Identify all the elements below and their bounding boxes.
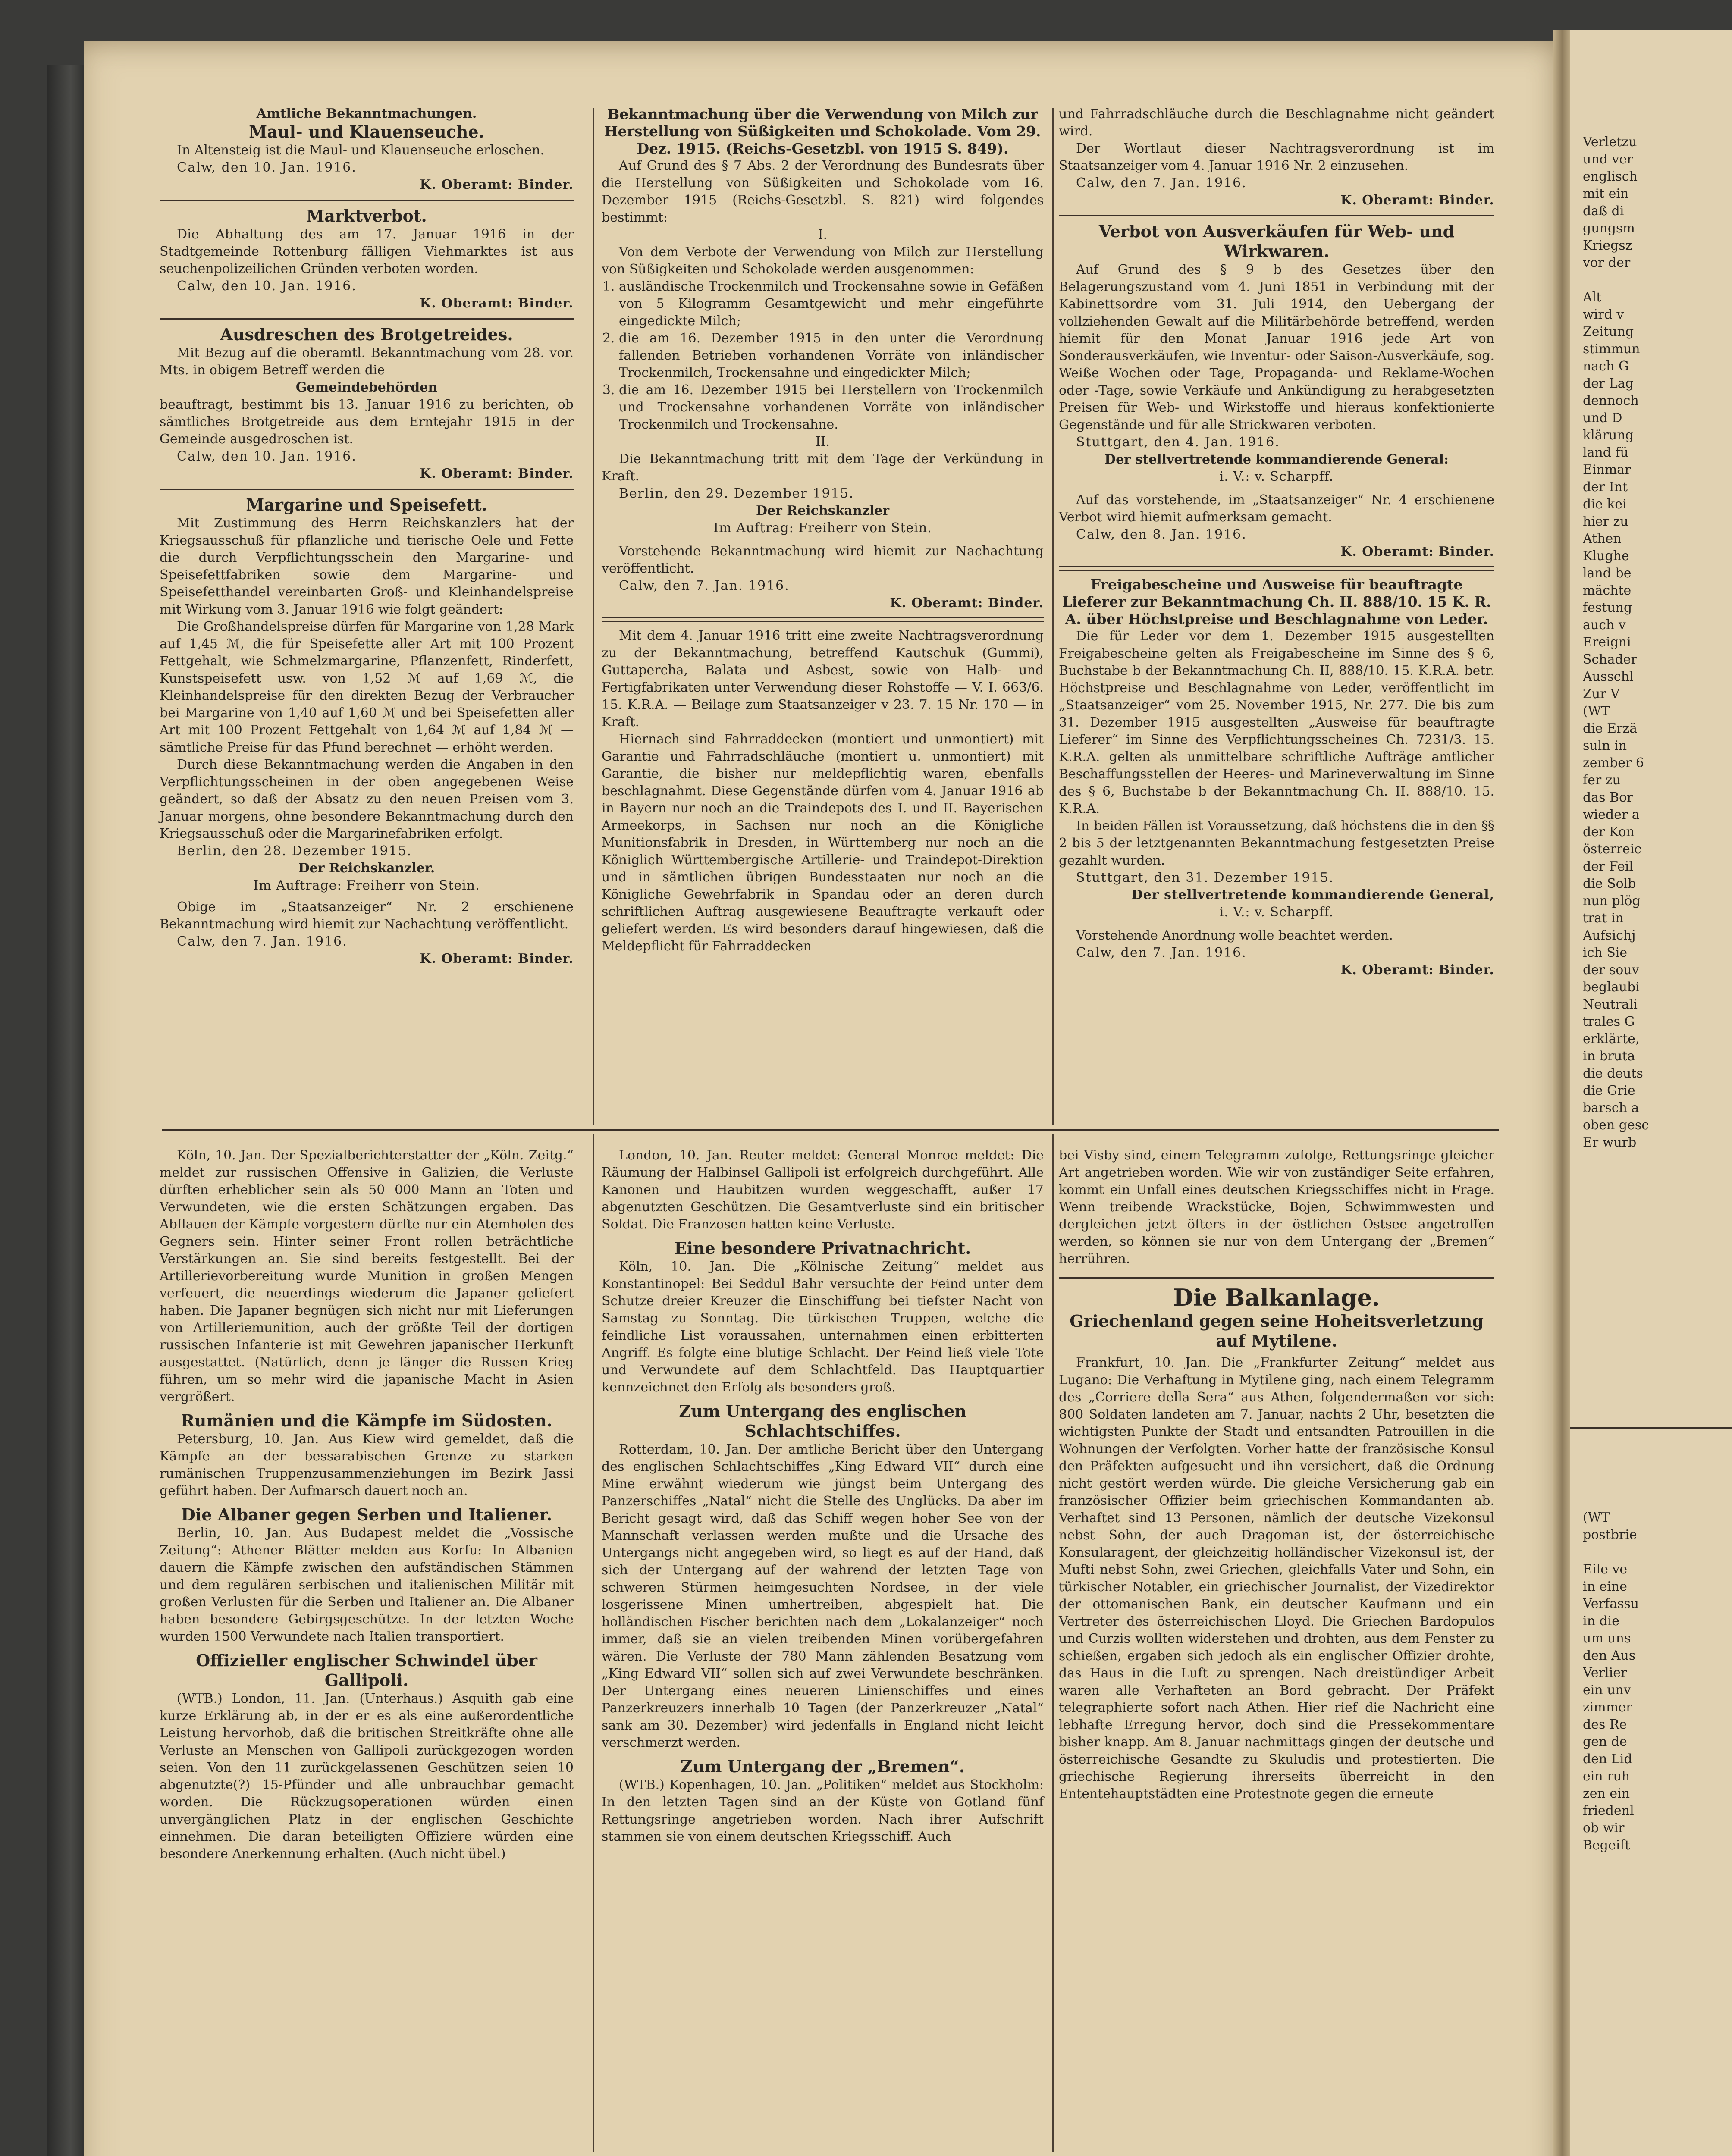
edge-line: Zeitung: [1583, 324, 1634, 339]
headline-freigabescheine: Freigabescheine und Ausweise für beauftragte Lieferer zur Bekanntmachung Ch. II. 888/10. 15 K. R. A. über Höchstpreise und Beschlagnahme von Leder.: [1062, 576, 1491, 627]
signature-line: Im Auftrag: Freiherr von Stein.: [713, 520, 932, 536]
headline-bremen: Zum Untergang der „Bremen“.: [680, 1757, 965, 1776]
edge-line: Eile ve: [1583, 1562, 1628, 1577]
edge-line: hier zu: [1583, 514, 1628, 529]
separator: [1059, 566, 1494, 571]
edge-line: wieder a: [1583, 807, 1640, 822]
edge-line: Zur V: [1583, 686, 1620, 702]
edge-line: des Re: [1583, 1717, 1627, 1732]
paragraph: Berlin, 10. Jan. Aus Budapest meldet die „Vossische Zeitung“: Athener Blätter melden aus Korfu: In Albanien dauern die Kämpfe zwischen den aufständischen Stämmen und dem regulären serbischen und italienischen Militär mit großen Verlusten für die Serben und Italiener an. Die Albaner haben besondere Gebirgsgeschütze. In der letzten Woche wurden 1500 Verwundete nach Italien transportiert.: [160, 1526, 574, 1644]
edge-line: Ereigni: [1583, 635, 1631, 650]
edge-line: land fü: [1583, 445, 1628, 460]
section-number: II.: [815, 434, 830, 449]
edge-line: in bruta: [1583, 1049, 1635, 1064]
paragraph: Obige im „Staatsanzeiger“ Nr. 2 erschienene Bekanntmachung wird hiemit zur Nachachtung veröffentlicht.: [160, 899, 574, 932]
edge-line: den Aus: [1583, 1648, 1636, 1663]
paragraph: Rotterdam, 10. Jan. Der amtliche Bericht über den Untergang des englischen Schlachtschiffes „King Edward VII“ durch eine Mine erwähnt wiederum wie jüngst beim Untergang des Panzerschiffes „Natal“ nicht die Stelle des Unglücks. Da aber im Bericht gesagt wird, daß das Schiff wegen hoher See von der Mannschaft verlassen werden mußte und die Ursache des Untergangs nicht angegeben wird, so liegt es auf der Hand, daß sich der Untergang auf der wahrend der letzten Tage von schweren Stürmen heimgesuchten Nordsee, in der viele losgerissene Minen umhertreiben, abgespielt hat. Die holländischen Fischer berichten nach dem „Lokalanzeiger“ noch immer, daß sie an vielen treibenden Minen vorübergefahren wären. Die Verluste der 780 Mann zählenden Besatzung vom „King Edward VII“ sollen sich auf zwei Verwundete beschränken. Der Untergang eines neueren Linienschiffes und eines Panzerkreuzers innerhalb 10 Tagen (der Panzerkreuzer „Natal“ sank am 30. Dezember) wird jedenfalls in England nicht leicht verschmerzt werden.: [602, 1442, 1044, 1750]
signature: K. Oberamt: Binder.: [890, 595, 1044, 611]
edge-line: festung: [1583, 600, 1632, 615]
edge-line: zen ein: [1583, 1786, 1630, 1801]
separator: [602, 617, 1044, 622]
paragraph: Auf Grund des § 7 Abs. 2 der Verordnung des Bundesrats über die Herstellung von Süßigkeiten und Schokolade vom 16. Dezember 1915 (Reichs-Gesetzbl. S. 821) wird folgendes bestimmt:: [602, 158, 1044, 225]
headline-griechenland: Griechenland gegen seine Hoheitsverletzung auf Mytilene.: [1070, 1311, 1484, 1351]
paragraph: Die für Leder vor dem 1. Dezember 1915 ausgestellten Freigabescheine gelten als Freigabescheine im Sinne des § 6, Buchstabe b der Bekanntmachung Ch. II, 888/10. 15. K.R.A. betr. Höchstpreise und Beschlagnahme von Leder, veröffentlicht im „Staatsanzeiger“ vom 25. November 1915, Nr. 277. Die bis zum 31. Dezember 1915 ausgestellten „Ausweise für beauftragte Lieferer“ im Sinne des Verpflichtungsscheines Ch. 7231/3. 15. K.R.A. gelten als unmittelbare schriftliche Aufträge amtlicher Beschaffungsstellen der Heeres- und Marineverwaltung im Sinne des § 6, Buchstabe b der Bekanntmachung Ch. II. 888/10. 15. K.R.A.: [1059, 629, 1494, 816]
edge-line: Ausschl: [1583, 669, 1634, 684]
headline-albaner: Die Albaner gegen Serben und Italiener.: [181, 1505, 552, 1524]
edge-line: Einmar: [1583, 462, 1631, 477]
edge-line: und D: [1583, 411, 1622, 426]
headline-brotgetreide: Ausdreschen des Brotgetreides.: [220, 325, 513, 344]
news-column-1: [160, 1147, 574, 2147]
edge-line: oben gesc: [1583, 1118, 1649, 1133]
paragraph: Die Großhandelspreise dürfen für Margarine von 1,28 Mark auf 1,45 ℳ, die für Speisefette aller Art mit 100 Prozent Fettgehalt, wie Schmelzmargarine, Pflanzenfett, Rinderfett, Kunstspeisefett usw. von 1,52 ℳ auf 1,69 ℳ, die Kleinhandelspreise für den direkten Bezug der Verbraucher bei Margarine von 1,40 auf 1,60 ℳ und bei Speisefetten aller Art mit 100 Prozent Fettgehalt von 1,64 ℳ auf 1,84 ℳ — sämtliche Preise für das Pfund berechnet — erhöht werden.: [160, 619, 574, 755]
edge-line: zember 6: [1583, 755, 1644, 771]
section-number: I.: [818, 227, 828, 242]
signature: K. Oberamt: Binder.: [420, 951, 574, 966]
paragraph: Petersburg, 10. Jan. Aus Kiew wird gemeldet, daß die Kämpfe an der bessarabischen Grenze zu starken rumänischen Truppenzusammenziehungen im Bezirk Jassi geführt haben. Der Aufmarsch dauert noch an.: [160, 1432, 574, 1498]
edge-column-top: [1583, 134, 1729, 1151]
paragraph: Mit Zustimmung des Herrn Reichskanzlers hat der Kriegsausschuß für pflanzliche und tierische Oele und Fette die durch Verpflichtungsschein den Margarine- und Speisefettfabriken sowie dem Margarine- und Speisefetthandel vereinbarten Groß- und Kleinhandelspreise mit Wirkung vom 3. Januar 1916 wie folgt geändert:: [160, 516, 574, 617]
edge-line: die Grie: [1583, 1083, 1635, 1098]
paragraph: In beiden Fällen ist Voraussetzung, daß höchstens die in den §§ 2 bis 5 der letztgenannten Bekanntmachung festgesetzten Preise gezahlt wurden.: [1059, 818, 1494, 868]
dateline: Berlin, den 29. Dezember 1915.: [619, 486, 854, 501]
dateline: Calw, den 10. Jan. 1916.: [177, 279, 357, 294]
paragraph: (WTB.) London, 11. Jan. (Unterhaus.) Asquith gab eine kurze Erklärung ab, in der er es als eine außerordentliche Leistung hervorhob, daß die britischen Streitkräfte ohne alle Verluste an Menschen von Gallipoli zurückgezogen worden seien. Von den 11 zurückgelassenen Geschützen seien 10 abgenutzte(?) 15-Pfünder und alle unbrauchbar gemacht worden. Die Rückzugsoperationen würden einen unvergänglichen Platz in der englischen Geschichte einnehmen. Die daran beteiligten Offiziere würden eine besondere Anerkennung erhalten. (Auch nicht übel.): [160, 1691, 574, 1861]
edge-line: mächte: [1583, 583, 1632, 598]
signature-line: Im Auftrage: Freiherr von Stein.: [253, 878, 480, 893]
edge-line: der Feil: [1583, 859, 1633, 874]
book-binding: [47, 65, 86, 2156]
edge-line: klärung: [1583, 428, 1634, 443]
edge-line: österreic: [1583, 842, 1642, 857]
paragraph: Durch diese Bekanntmachung werden die Angaben in den Verpflichtungsscheinen in der oben angegebenen Weise geändert, so daß der Absatz zu den neuen Preisen vom 3. Januar morgens, ohne besondere Bekanntmachung durch den Kriegsausschuß oder die Margarinefabriken erfolgt.: [160, 757, 574, 841]
edge-line: Aufsichj: [1583, 928, 1636, 943]
edge-line: Alt: [1583, 290, 1602, 305]
signature-line: i. V.: v. Scharpff.: [1219, 469, 1334, 484]
edge-line: stimmun: [1583, 342, 1640, 357]
edge-line: in die: [1583, 1614, 1620, 1629]
paragraph: Auf das vorstehende, im „Staatsanzeiger“ Nr. 4 erschienene Verbot wird hiemit aufmerksam gemacht.: [1059, 492, 1494, 525]
column-rule: [1052, 1134, 1054, 2152]
edge-line: ob wir: [1583, 1821, 1625, 1836]
dateline: Calw, den 7. Jan. 1916.: [177, 934, 348, 949]
dateline: Stuttgart, den 4. Jan. 1916.: [1076, 435, 1280, 450]
dateline: Calw, den 10. Jan. 1916.: [177, 449, 357, 464]
edge-line: Kriegsz: [1583, 238, 1632, 253]
edge-line: Verletzu: [1583, 135, 1637, 150]
edge-line: beglaubi: [1583, 980, 1640, 995]
signature: K. Oberamt: Binder.: [420, 177, 574, 192]
headline-maul: Maul- und Klauenseuche.: [249, 122, 484, 141]
signature: Der stellvertretende kommandierende General,: [1131, 887, 1494, 903]
page-gutter: [1553, 30, 1570, 2156]
edge-line: der souv: [1583, 962, 1639, 978]
column-2: [602, 106, 1044, 1123]
edge-line: auch v: [1583, 617, 1626, 633]
news-column-3: [1059, 1147, 1494, 2147]
news-column-2: [602, 1147, 1044, 2147]
edge-line: Schader: [1583, 652, 1637, 667]
edge-line: postbrie: [1583, 1527, 1637, 1542]
paragraph: und Fahrradschläuche durch die Beschlagnahme nicht geändert wird.: [1059, 107, 1494, 139]
edge-line: und ver: [1583, 152, 1633, 167]
headline-privatnachricht: Eine besondere Privatnachricht.: [674, 1238, 971, 1258]
edge-line: barsch a: [1583, 1100, 1639, 1116]
column-3: [1059, 106, 1494, 1123]
paragraph: Vorstehende Bekanntmachung wird hiemit zur Nachachtung veröffentlicht.: [602, 544, 1044, 576]
edge-line: den Lid: [1583, 1752, 1632, 1767]
signature: K. Oberamt: Binder.: [420, 296, 574, 311]
edge-line: land be: [1583, 566, 1632, 581]
paragraph: In Altensteig ist die Maul- und Klauenseuche erloschen.: [177, 143, 544, 158]
edge-line: Verlier: [1583, 1665, 1627, 1680]
edge-line: Begeift: [1583, 1838, 1630, 1853]
dateline: Calw, den 7. Jan. 1916.: [1076, 175, 1247, 191]
signature: K. Oberamt: Binder.: [1340, 193, 1494, 208]
edge-line: die Erzä: [1583, 721, 1638, 736]
edge-line: Verfassu: [1583, 1596, 1639, 1611]
edge-line: vor der: [1583, 255, 1631, 270]
edge-line: der Kon: [1583, 824, 1635, 840]
adjacent-page: [1570, 30, 1732, 2156]
edge-line: (WT: [1583, 1510, 1610, 1525]
paragraph: Vorstehende Anordnung wolle beachtet werden.: [1076, 928, 1393, 943]
headline-schlachtschiff: Zum Untergang des englischen Schlachtschiffes.: [679, 1401, 966, 1441]
paragraph: bei Visby sind, einem Telegramm zufolge, Rettungsringe gleicher Art angetrieben worden. Wie wir von zuständiger Seite erfahren, kommt ein Unfall eines deutschen Kriegsschiffes nicht in Frage. Wenn treibende Wrackstücke, Bojen, Schwimmwesten und dergleichen jetzt öfters in der östlichen Ostsee angetroffen werden, so können sie nur von dem Untergang der „Bremen“ herrühren.: [1059, 1148, 1494, 1266]
edge-line: gen de: [1583, 1734, 1627, 1749]
edge-line: mit ein: [1583, 186, 1629, 201]
paragraph: London, 10. Jan. Reuter meldet: General Monroe meldet: Die Räumung der Halbinsel Gallipoli ist erfolgreich durchgeführt. Alle Kanonen und Haubitzen wurden weggeschafft, außer 17 abgenutzten Geschützen. Die Gesamtverluste sind ein britischer Soldat. Die Franzosen hatten keine Verluste.: [602, 1148, 1044, 1232]
list-item: 2. die am 16. Dezember 1915 in den unter die Verordnung fallenden Betrieben vorhandenen Vorräte von inländischer Trockenmilch, Trockensahne und eingedickter Milch;: [619, 330, 1044, 382]
paragraph: Auf Grund des § 9 b des Gesetzes über den Belagerungszustand vom 4. Juni 1851 in Verbindung mit der Kabinettsordre vom 31. Juli 1914, den Uebergang der vollziehenden Gewalt auf die Militärbehörde betreffend, werden hiemit für den Monat Januar 1916 jede Art von Sonderausverkäufen, wie Inventur- oder Saison-Ausverkäufe, sog. Weiße Wochen oder Tage, Propaganda- und Reklame-Wochen oder -Tage, sowie Verkäufe und Ankündigung zu herabgesetzten Preisen für Web- und Wirkstoffe und hieraus konfektionierte Gegenstände und für alle Strickwaren verboten.: [1059, 262, 1494, 432]
edge-line: [1583, 272, 1729, 289]
edge-column-bottom: [1583, 1509, 1729, 1854]
signature: Der Reichskanzler: [756, 503, 890, 518]
edge-line: englisch: [1583, 169, 1638, 184]
center-line: Gemeindebehörden: [295, 380, 438, 395]
dateline: Stuttgart, den 31. Dezember 1915.: [1076, 870, 1334, 885]
edge-line: erklärte,: [1583, 1031, 1640, 1047]
list-item: 3. die am 16. Dezember 1915 bei Herstellern von Trockenmilch und Trockensahne vorhandenen Vorräte von inländischer Trockenmilch und Trockensahne.: [619, 382, 1044, 433]
dateline: Calw, den 7. Jan. 1916.: [1076, 945, 1247, 960]
edge-line: Athen: [1583, 531, 1622, 546]
exemption-list: [602, 278, 1044, 433]
paragraph: beauftragt, bestimmt bis 13. Januar 1916 zu berichten, ob sämtliches Brotgetreide aus dem Erntejahr 1915 in der Gemeinde ausgedroschen ist.: [160, 397, 574, 447]
edge-line: die deuts: [1583, 1066, 1643, 1081]
column-rule: [593, 108, 594, 1125]
separator: [1059, 1277, 1494, 1279]
signature: Der Reichskanzler.: [298, 861, 435, 876]
headline-milch: Bekanntmachung über die Verwendung von Milch zur Herstellung von Süßigkeiten und Schokolade. Vom 29. Dez. 1915. (Reichs-Gesetzbl. von 1915 S. 849).: [604, 106, 1041, 157]
signature: Der stellvertretende kommandierende General:: [1104, 452, 1449, 467]
paragraph: (WTB.) Kopenhagen, 10. Jan. „Politiken“ meldet aus Stockholm: In den letzten Tagen sind an der Küste von Gotland fünf Rettungsringe angetrieben worden. Nach ihrer Aufschrift stammen sie von einem deutschen Kriegsschiff. Auch: [602, 1777, 1044, 1844]
column-1: [160, 106, 574, 1123]
paragraph: Von dem Verbote der Verwendung von Milch zur Herstellung von Süßigkeiten und Schokolade werden ausgenommen:: [602, 244, 1044, 277]
headline-margarine: Margarine und Speisefett.: [246, 495, 487, 514]
edge-line: dennoch: [1583, 393, 1639, 408]
headline-gallipoli: Offizieller englischer Schwindel über Gallipoli.: [196, 1651, 537, 1690]
paragraph: Köln, 10. Jan. Die „Kölnische Zeitung“ meldet aus Konstantinopel: Bei Seddul Bahr versuchte der Feind unter dem Schutze dreier Kreuzer die Einschiffung bei tiefster Nacht von Samstag zu Sonntag. Die türkischen Truppen, welche die feindliche List voraussahen, unternahmen einen erbitterten Angriff. Es folgte eine blutige Schlacht. Der Feind ließ viele Tote und Verwundete auf dem Schlachtfeld. Das Hauptquartier kennzeichnet den Erfolg als besonders groß.: [602, 1259, 1044, 1395]
headline-marktverbot: Marktverbot.: [306, 206, 427, 226]
edge-line: daß di: [1583, 204, 1624, 219]
edge-line: trales G: [1583, 1014, 1635, 1029]
edge-line: Klughe: [1583, 548, 1629, 564]
edge-line: friedenl: [1583, 1803, 1634, 1818]
edge-line: der Lag: [1583, 376, 1634, 391]
dateline: Berlin, den 28. Dezember 1915.: [177, 843, 412, 859]
edge-line: das Bor: [1583, 790, 1633, 805]
headline-webwaren: Verbot von Ausverkäufen für Web- und Wirkwaren.: [1098, 222, 1455, 261]
edge-line: die kei: [1583, 497, 1627, 512]
headline-balkanlage: Die Balkanlage.: [1173, 1284, 1380, 1311]
dateline: Calw, den 7. Jan. 1916.: [619, 578, 790, 593]
edge-line: suln in: [1583, 738, 1627, 753]
separator: [1570, 1427, 1732, 1429]
paragraph: Frankfurt, 10. Jan. Die „Frankfurter Zeitung“ meldet aus Lugano: Die Verhaftung in Mytilene ging, nach einem Telegramm des „Corriere della Sera“ aus Athen, folgendermaßen vor sich: 800 Soldaten landeten am 7. Januar, nachts 2 Uhr, besetzten die wichtigsten Punkte der Stadt und entsandten Patrouillen in die Wohnungen der Verfolgten. Vorher hatte der französische Konsul den Präfekten aufgesucht und ihn versichert, daß die Ordnung nicht gestört werden würde. Die gleiche Versicherung gab ein französischer Offizier beim griechischen Kommandanten ab. Verhaftet sind 13 Personen, nämlich der deutsche Vizekonsul nebst Sohn, der auch Dragoman ist, der österreichische Konsularagent, der gleichzeitig holländischer Vizekonsul ist, der Mufti nebst Sohn, zwei Griechen, gleichfalls Vater und Sohn, ein türkischer Notabler, ein griechischer Journalist, der Vizedirektor der ottomanischen Bank, ein deutscher Kaufmann und ein Vertreter des österreichischen Lloyd. Die Griechen Bardopulos und Curzis wollten widerstehen und drohten, aus dem Fenster zu schießen, ergaben sich jedoch als ein englischer Offizier drohte, das Haus in die Luft zu sprengen. Nach dreistündiger Arbeit waren alle Verhafteten an Bord gebracht. Der Präfekt telegraphierte sofort nach Athen. Hier rief die Nachricht eine lebhafte Erregung hervor, doch sind die Pressekommentare bisher knapp. Am 8. Januar nachmittags gingen der deutsche und österreichische Gesandte zu Skuludis und protestierten. Die griechische Regierung ihrerseits überreicht in den Ententehauptstädten eine Protestnote gegen die erneute: [1059, 1355, 1494, 1802]
edge-line: um uns: [1583, 1631, 1631, 1646]
edge-line: fer zu: [1583, 773, 1621, 788]
signature-line: i. V.: v. Scharpff.: [1219, 905, 1334, 920]
paragraph: Mit Bezug auf die oberamtl. Bekanntmachung vom 28. vor. Mts. in obigem Betreff werden die: [160, 345, 574, 378]
dateline: Calw, den 8. Jan. 1916.: [1076, 527, 1247, 542]
paragraph: Der Wortlaut dieser Nachtragsverordnung ist im Staatsanzeiger vom 4. Januar 1916 Nr. 2 einzusehen.: [1059, 141, 1494, 173]
edge-line: der Int: [1583, 479, 1628, 495]
paragraph: Mit dem 4. Januar 1916 tritt eine zweite Nachtragsverordnung zu der Bekanntmachung, betreffend Kautschuk (Gummi), Guttapercha, Balata und Asbest, sowie von Halb- und Fertigfabrikaten unter Verwendung dieser Rohstoffe — V. I. 663/6. 15. K.R.A. — Beilage zum Staatsanzeiger v 23. 7. 15 Nr. 170 — in Kraft.: [602, 628, 1044, 730]
list-item: 1. ausländische Trockenmilch und Trockensahne sowie in Gefäßen von 5 Kilogramm Gesamtgewicht und mehr eingeführte eingedickte Milch;: [619, 278, 1044, 330]
edge-line: wird v: [1583, 307, 1624, 322]
edge-line: in eine: [1583, 1579, 1627, 1594]
edge-line: [1583, 1544, 1729, 1561]
edge-line: trat in: [1583, 911, 1624, 926]
edge-line: (WT: [1583, 704, 1610, 719]
edge-line: ein ruh: [1583, 1769, 1630, 1784]
edge-line: ein unv: [1583, 1683, 1631, 1698]
section-rule: [162, 1129, 1499, 1131]
edge-line: gungsm: [1583, 221, 1635, 236]
edge-line: die Solb: [1583, 876, 1636, 891]
kicker-amtliche: Amtliche Bekanntmachungen.: [256, 106, 477, 121]
paragraph: Hiernach sind Fahrraddecken (montiert und unmontiert) mit Garantie und Fahrradschläuche (montiert u. unmontiert) mit Garantie, die bisher nur meldepflichtig waren, ebenfalls beschlagnahmt. Diese Gegenstände dürfen vom 4. Januar 1916 ab in Bayern nur noch an die Traindepots des I. und II. Bayerischen Armeekorps, in Sachsen nur noch an die Königliche Munitionsfabrik in Dresden, in Württemberg nur noch an die Königlich Württembergische Artillerie- und Traindepot-Direktion und in sämtlichen übrigen Bundesstaaten nur noch an die Königliche Gewehrfabrik in Spandau oder an deren durch schriftlichen Auftrag ausgewiesene Beauftragte verkauft oder geliefert werden. Es wird besonders darauf hingewiesen, daß die Meldepflicht für Fahrraddecken: [602, 732, 1044, 954]
separator: [160, 318, 574, 320]
edge-line: ich Sie: [1583, 945, 1628, 960]
column-rule: [593, 1134, 594, 2152]
paragraph: Die Abhaltung des am 17. Januar 1916 in der Stadtgemeinde Rottenburg fälligen Viehmarktes ist aus seuchenpolizeilichen Gründen verboten worden.: [160, 227, 574, 276]
signature: K. Oberamt: Binder.: [420, 466, 574, 481]
edge-line: nun plög: [1583, 893, 1641, 909]
signature: K. Oberamt: Binder.: [1340, 962, 1494, 978]
paragraph: Köln, 10. Jan. Der Spezialberichterstatter der „Köln. Zeitg.“ meldet zur russischen Offensive in Galizien, die Verluste dürften erheblicher sein als 50 000 Mann an Toten und Verwundeten, wie die ersten Schätzungen ergaben. Das Abflauen der Kämpfe vorgestern dürfte nur ein Atemholen des Gegners sein. Hinter seiner Front rollen beträchtliche Verstärkungen an. Sie sind bereits festgestellt. Bei der Artillerievorbereitung wurde Munition in großen Mengen verfeuert, die neuerdings wiederum die Japaner geliefert haben. Die Japaner begnügen sich nicht nur mit Lieferungen von Artilleriemunition, auch der größte Teil der dortigen russischen Infanterie ist mit Gewehren japanischer Herkunft ausgestattet. (Natürlich, denn je länger die Russen Krieg führen, um so mehr wird die japanische Macht in Asien vergrößert.: [160, 1148, 574, 1404]
separator: [1059, 215, 1494, 216]
paragraph: Die Bekanntmachung tritt mit dem Tage der Verkündung in Kraft.: [602, 451, 1044, 484]
dateline: Calw, den 10. Jan. 1916.: [177, 160, 357, 175]
edge-line: Neutrali: [1583, 997, 1638, 1012]
edge-line: nach G: [1583, 359, 1629, 374]
separator: [160, 200, 574, 201]
edge-line: zimmer: [1583, 1700, 1632, 1715]
separator: [160, 489, 574, 490]
column-rule: [1052, 108, 1054, 1125]
headline-rumaenien: Rumänien und die Kämpfe im Südosten.: [181, 1411, 552, 1430]
signature: K. Oberamt: Binder.: [1340, 544, 1494, 559]
edge-line: Er wurb: [1583, 1135, 1637, 1150]
